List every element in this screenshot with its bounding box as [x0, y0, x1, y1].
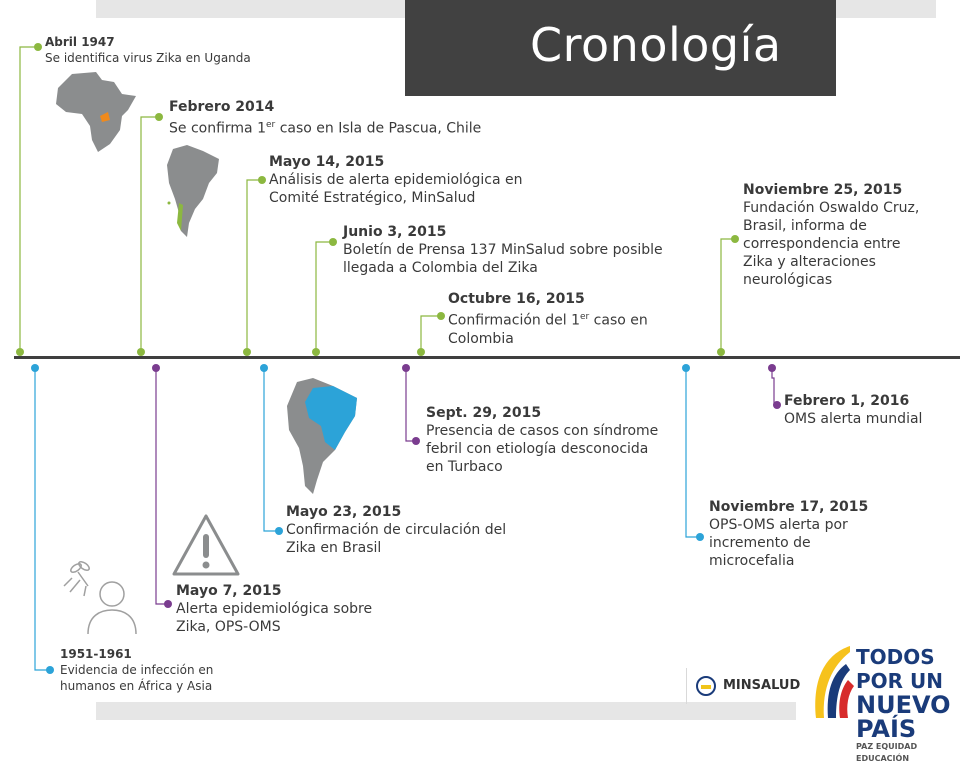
colombia-shield-icon — [695, 675, 717, 697]
minsalud-text: MINSALUD — [723, 678, 801, 693]
event-description: OMS alerta mundial — [784, 411, 923, 427]
logo-line-3: PAZ EQUIDAD EDUCACIÓN — [856, 742, 918, 763]
mosquito-person-icon — [58, 556, 138, 636]
event-description: Alerta epidemiológica sobre Zika, OPS-OMS — [176, 601, 373, 635]
event-abril-1947 — [45, 34, 305, 66]
event-noviembre-25-2015 — [743, 181, 933, 289]
logo-line-1: TODOS POR UN — [856, 645, 944, 693]
event-description: Se confirma 1er caso en Isla de Pascua, Chile — [169, 120, 482, 137]
event-date: Mayo 7, 2015 — [176, 583, 282, 599]
logo-line-2: NUEVO PAÍS — [856, 691, 951, 743]
event-description: OPS-OMS alerta por incremento de microcefalia — [709, 517, 848, 569]
event-mayo-7-2015 — [176, 582, 376, 636]
event-date: Febrero 2014 — [169, 99, 275, 115]
event-date: Noviembre 17, 2015 — [709, 499, 869, 515]
event-description: Análisis de alerta epidemiológica en Comité Estratégico, MinSalud — [269, 172, 523, 206]
warning-icon — [170, 512, 242, 578]
event-description: Fundación Oswaldo Cruz, Brasil, informa de correspondencia entre Zika y alteraciones neurológicas — [743, 200, 920, 288]
colombia-flag-swoosh-icon — [806, 644, 856, 720]
event-description: Evidencia de infección en humanos en África y Asia — [60, 663, 214, 693]
event-date: Junio 3, 2015 — [343, 224, 447, 240]
event-mayo-23-2015 — [286, 503, 526, 557]
event-octubre-16-2015 — [448, 290, 698, 348]
event-febrero-1-2016 — [784, 392, 954, 428]
event-sept-29-2015 — [426, 404, 666, 476]
event-date: 1951-1961 — [60, 647, 132, 661]
page-title: Cronología — [530, 18, 782, 72]
minsalud-logo — [686, 668, 801, 704]
event-description: Confirmación del 1er caso en Colombia — [448, 312, 648, 347]
africa-map-icon — [52, 70, 140, 158]
event-1951-1961 — [60, 646, 260, 694]
event-date: Noviembre 25, 2015 — [743, 182, 903, 198]
event-noviembre-17-2015 — [709, 498, 899, 570]
event-date: Mayo 14, 2015 — [269, 154, 385, 170]
south-america-brazil-map-icon — [283, 376, 363, 496]
event-date: Mayo 23, 2015 — [286, 504, 402, 520]
event-date: Febrero 1, 2016 — [784, 393, 910, 409]
event-description: Boletín de Prensa 137 MinSalud sobre posible llegada a Colombia del Zika — [343, 242, 663, 276]
event-description: Confirmación de circulación del Zika en Brasil — [286, 522, 507, 556]
event-junio-3-2015 — [343, 223, 663, 277]
event-description: Se identifica virus Zika en Uganda — [45, 51, 251, 65]
event-mayo-14-2015 — [269, 153, 549, 207]
event-date: Abril 1947 — [45, 35, 115, 49]
event-description: Presencia de casos con síndrome febril con etiología desconocida en Turbaco — [426, 423, 659, 475]
event-date: Sept. 29, 2015 — [426, 405, 542, 421]
south-america-chile-map-icon — [163, 143, 223, 239]
event-date: Octubre 16, 2015 — [448, 291, 585, 307]
todos-por-un-nuevo-pais-logo — [856, 645, 960, 765]
event-febrero-2014 — [169, 98, 549, 138]
